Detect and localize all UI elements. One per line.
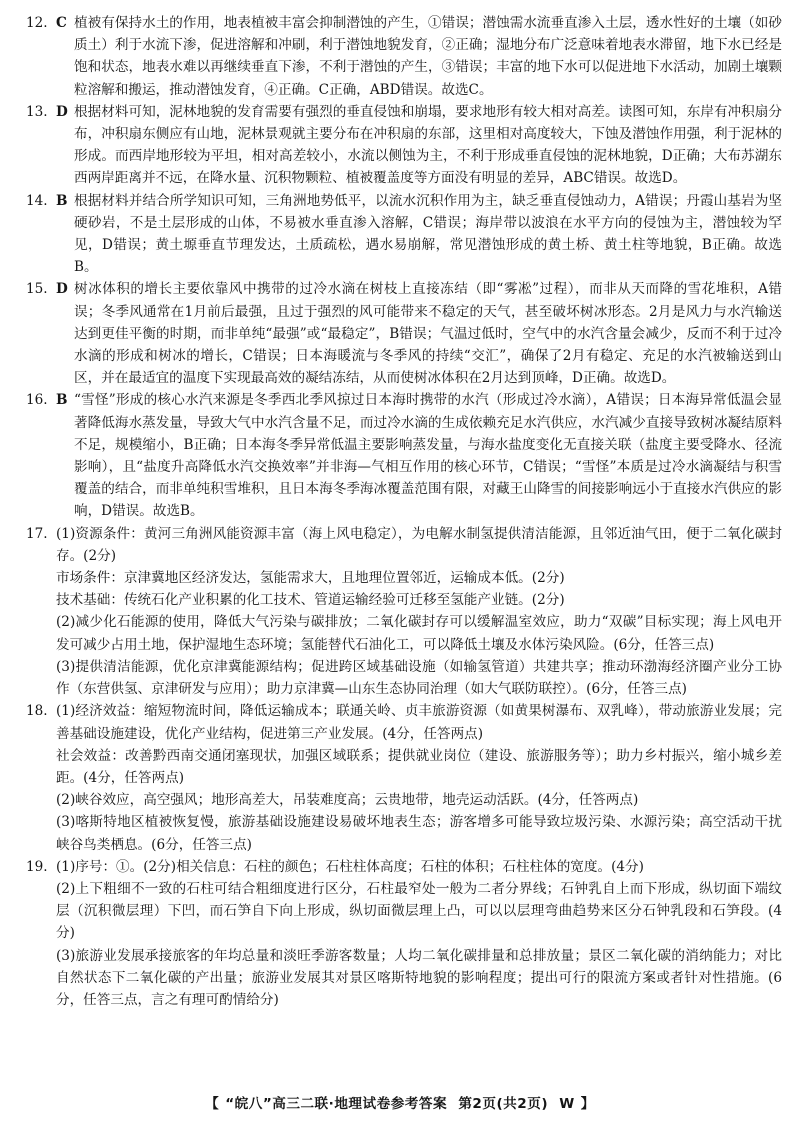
question-number: 19.: [26, 858, 48, 875]
question-explanation: 植被有保持水土的作用，地表植被丰富会抑制潜蚀的产生，①错误；潜蚀需水流垂直渗入土层，透水性好的土壤（如砂质土）利于水流下渗，促进溶解和冲刷，利于潜蚀地貌发育，②正确；湿地分布广泛意味着地表水滞留，地下水已经是饱和状态，地表水难以再继续垂直下渗，不利于潜蚀的产生，③错误；丰富的地下水可以促进地下水活动，加剧土壤颗粒溶解和搬运，推动潜蚀发育，④正确。C正确，ABD错误。故选C。: [74, 15, 782, 98]
question-answer-parts: [56, 700, 782, 855]
answer-part: (1)序号：①。(2分)相关信息：石柱的颜色；石柱柱体高度；石柱的体积；石柱柱体的宽度。(4分): [56, 858, 644, 875]
answer-letter: B: [56, 192, 68, 209]
answer-part: (3)提供清洁能源，优化京津冀能源结构；促进跨区域基础设施（如输氢管道）共建共享；推动环渤海经济圈产业分工协作（东营供氢、京津研发与应用）；助力京津冀—山东生态协同治理（如大气联防联控）。(6分，任答三点): [56, 658, 782, 698]
footer-right-bracket: 】: [580, 1096, 595, 1112]
question-number: 15.: [26, 281, 48, 298]
answer-part: (2)减少化石能源的使用，降低大气污染与碳排放；二氧化碳封存可以缓解温室效应，助力“双碳”目标实现；海上风电开发可减少占用土地，保护湿地生态环境；氢能替代石油化工，可以降低土壤及水体污染风险。(6分，任答三点): [56, 614, 782, 653]
question-number: 16.: [26, 392, 48, 409]
answer-part: (3)旅游业发展承接旅客的年均总量和淡旺季游客数量；人均二氧化碳排量和总排放量；景区二氧化碳的消纳能力；对比自然状态下二氧化碳的产出量；旅游业发展其对景区喀斯特地貌的影响程度；提出可行的限流方案或者针对性措施。(6分，任答三点，言之有理可酌情给分): [56, 947, 782, 1008]
answer-part: 技术基础：传统石化产业积累的化工技术、管道运输经验可迁移至氢能产业链。(2分): [56, 592, 565, 609]
answer-part: 市场条件：京津冀地区经济发达，氢能需求大，且地理位置邻近，运输成本低。(2分): [56, 570, 565, 587]
question-number: 12.: [26, 15, 48, 31]
question-explanation: 根据材料并结合所学知识可知，三角洲地势低平，以流水沉积作用为主，缺乏垂直侵蚀动力，A错误；丹霞山基岩为坚硬砂岩，不是土层形成的山体，不易被水垂直渗入溶解，C错误；海岸带以波浪在水平方向的侵蚀为主，潜蚀较为罕见，D错误；黄土塬垂直节理发达，土质疏松，遇水易崩解，常见潜蚀形成的黄土桥、黄土柱等地貌，B正确。故选B。: [74, 192, 782, 276]
question-number: 18.: [26, 703, 48, 720]
question-16: [26, 389, 782, 522]
question-17: [26, 523, 782, 701]
footer-code: W: [559, 1096, 575, 1112]
answer-part: (3)喀斯特地区植被恢复慢，旅游基础设施建设易破坏地表生态；游客增多可能导致垃圾污染、水源污染；高空活动干扰峡谷鸟类栖息。(6分，任答三点): [56, 814, 782, 853]
answer-letter: D: [56, 281, 68, 298]
question-15: [26, 278, 782, 389]
answer-part: (1)经济效益：缩短物流时间，降低运输成本；联通关岭、贞丰旅游资源（如黄果树瀑布、双乳峰），带动旅游业发展；完善基础设施建设，优化产业结构，促进第三产业发展。(4分，任答两点): [56, 703, 782, 742]
footer-page-number: 第2页(共2页): [458, 1096, 549, 1112]
answer-part: (2)上下粗细不一致的石柱可结合粗细度进行区分，石柱最窄处一般为二者分界线；石钟乳自上而下形成，纵切面下端纹层（沉积微层理）下凹，而石笋自下向上形成，纵切面微层理上凸，可以以层理弯曲趋势来区分石钟乳段和石笋段。(4分): [56, 880, 782, 942]
footer-left-bracket: 【: [205, 1096, 220, 1112]
answer-part: (1)资源条件：黄河三角洲风能资源丰富（海上风电稳定），为电解水制氢提供清洁能源，且邻近油气田，便于二氧化碳封存。(2分): [56, 525, 782, 564]
answer-part: 社会效益：改善黔西南交通闭塞现状，加强区域联系；提供就业岗位（建设、旅游服务等）；助力乡村振兴，缩小城乡差距。(4分，任答两点): [56, 747, 782, 786]
answer-letter: D: [56, 103, 68, 120]
answer-part: (2)峡谷效应，高空强风；地形高差大，吊装难度高；云贵地带，地壳运动活跃。(4分，任答两点): [56, 792, 639, 809]
question-number: 17.: [26, 525, 48, 542]
question-answer-parts: [56, 856, 782, 1011]
footer-title: “皖八”高三二联·地理试卷参考答案: [225, 1096, 448, 1112]
page-footer: [0, 1092, 800, 1112]
question-explanation: “雪怪”形成的核心水汽来源是冬季西北季风掠过日本海时携带的水汽（形成过冷水滴），A错误；日本海异常低温会显著降低海水蒸发量，导致大气中水汽含量不足，而过冷水滴的生成依赖充足水汽供应，水汽减少直接导致树冰凝结原料不足，规模缩小，B正确；日本海冬季异常低温主要影响蒸发量，与海水盐度变化无直接关联（盐度主要受降水、径流影响），且“盐度升高降低水汽交换效率”并非海—气相互作用的核心环节，C错误；“雪怪”本质是过冷水滴凝结与积雪覆盖的结合，而非单纯积雪堆积，且日本海冬季海冰覆盖范围有限，对藏王山降雪的间接影响远小于直接水汽供应的影响，D错误。故选B。: [74, 392, 782, 520]
question-19: [26, 856, 782, 1011]
question-number: 13.: [26, 103, 48, 120]
question-14: [26, 190, 782, 279]
question-18: [26, 700, 782, 855]
answer-letter: B: [56, 392, 68, 409]
question-explanation: 根据材料可知，泥林地貌的发育需要有强烈的垂直侵蚀和崩塌，要求地形有较大相对高差。读图可知，东岸有冲积扇分布，冲积扇东侧应有山地，泥林景观就主要分布在冲积扇的东部，这里相对高度较大，下蚀及潜蚀作用强，利于泥林的形成。而西岸地形较为平坦，相对高差较小，水流以侧蚀为主，不利于形成垂直侵蚀的泥林地貌，D正确；大布苏湖东西两岸距离并不远，在降水量、沉积物颗粒、植被覆盖度等方面没有明显的差异，ABC错误。故选D。: [74, 103, 782, 187]
question-explanation: 树冰体积的增长主要依靠风中携带的过冷水滴在树枝上直接冻结（即“雾凇”过程），而非从天而降的雪花堆积，A错误；冬季风通常在1月前后最强，且过于强烈的风可能带来不稳定的天气，甚至破坏树冰形态。2月是风力与水汽输送达到更佳平衡的时期，而非单纯“最强”或“最稳定”，B错误；气温过低时，空气中的水汽含量会减少，反而不利于过冷水滴的形成和树冰的增长，C错误；日本海暖流与冬季风的持续“交汇”，确保了2月有稳定、充足的水汽被输送到山区，并在最适宜的温度下实现最高效的凝结冻结，从而使树冰体积在2月达到顶峰，D正确。故选D。: [74, 281, 782, 387]
question-13: [26, 101, 782, 190]
question-answer-parts: [56, 523, 782, 701]
question-12: [26, 12, 782, 101]
answer-letter: C: [56, 15, 67, 31]
question-number: 14.: [26, 192, 48, 209]
